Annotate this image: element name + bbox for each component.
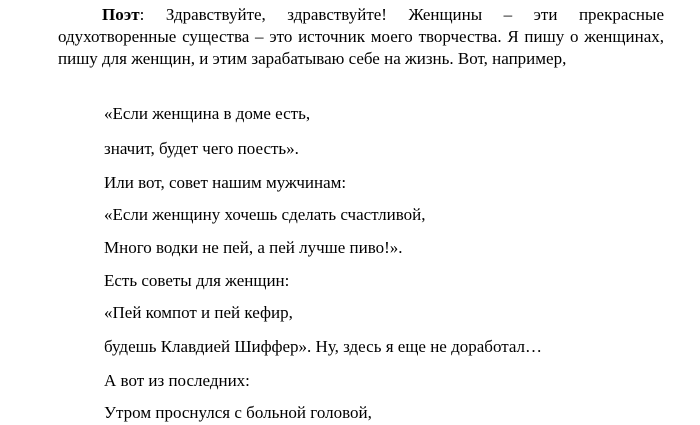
text-line: «Пей компот и пей кефир, [104, 303, 293, 322]
text-line: «Если женщина в доме есть, [104, 104, 311, 123]
text-line: Много водки не пей, а пей лучше пиво!». [104, 238, 403, 257]
text-line: значит, будет чего поесть». [104, 139, 299, 158]
speaker-name: Поэт [102, 5, 140, 24]
text-line: «Если женщину хочешь сделать счастливой, [104, 205, 426, 224]
text-line: Или вот, совет нашим мужчинам: [104, 173, 347, 192]
intro-text: : Здравствуйте, здравствуйте! Женщины – эти прекрасные одухотворенные существа – это источник моего творчества. Я пишу о женщинах, пишу для женщин, и этим зарабатываю себе на жизнь. Вот, например, [58, 5, 664, 68]
text-line: Утром проснулся с больной головой, [104, 403, 372, 422]
text-line: А вот из последних: [104, 371, 250, 390]
text-line: Есть советы для женщин: [104, 271, 290, 290]
intro-paragraph [58, 4, 664, 70]
text-line: будешь Клавдией Шиффер». Ну, здесь я еще не доработал… [104, 337, 543, 356]
